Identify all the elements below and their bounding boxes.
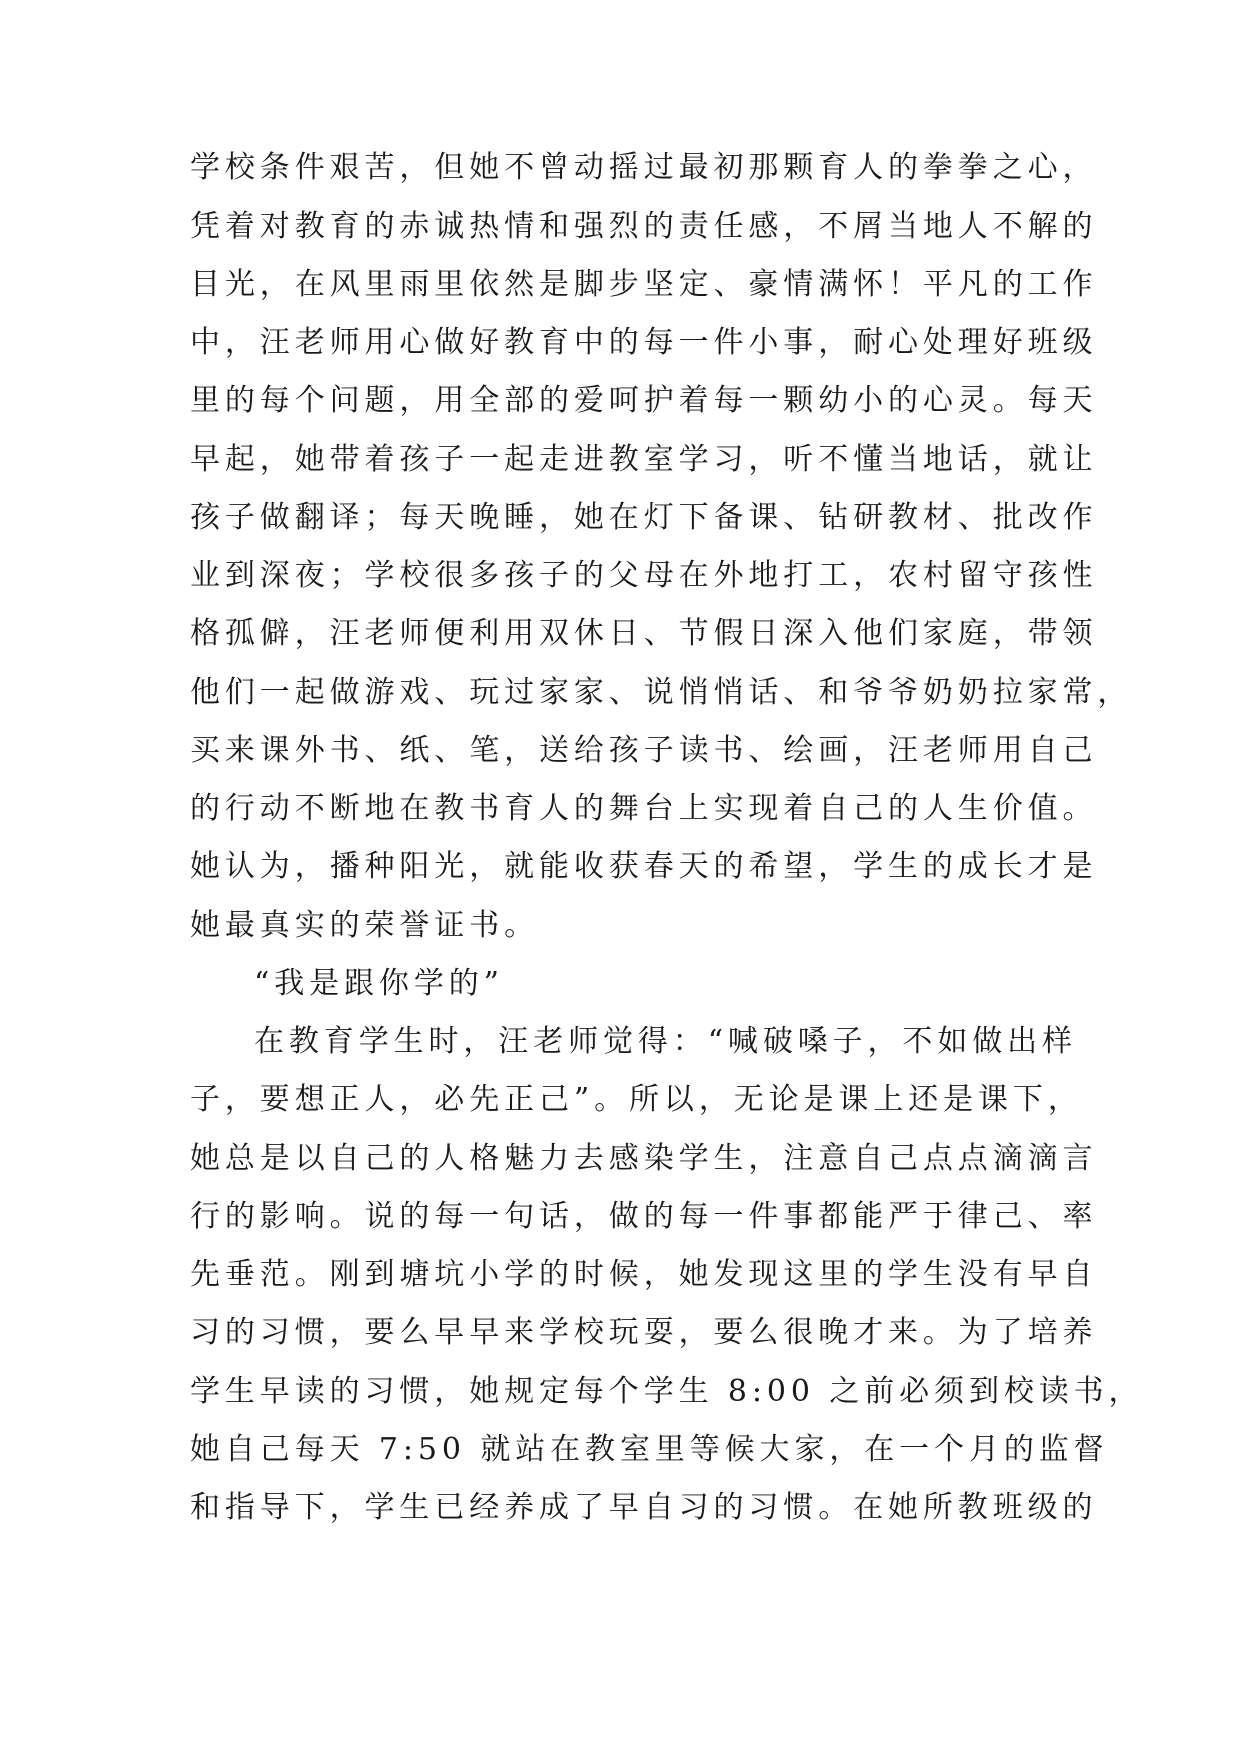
text-line: 早起，她带着孩子一起走进教室学习，听不懂当地话，就让	[190, 442, 1098, 477]
text-line: 习的习惯，要么早早来学校玩耍，要么很晚才来。为了培养	[190, 1315, 1098, 1350]
text-line: 孩子做翻译；每天晚睡，她在灯下备课、钻研教材、批改作	[190, 500, 1098, 535]
text-line: 他们一起做游戏、玩过家家、说悄悄话、和爷爷奶奶拉家常，	[190, 675, 1133, 710]
text-line: 凭着对教育的赤诚热情和强烈的责任感，不屑当地人不解的	[190, 209, 1098, 244]
text-line: 子，要想正人，必先正己”。所以，无论是课上还是课下，	[190, 1082, 1083, 1117]
text-line: 她总是以自己的人格魅力去感染学生，注意自己点点滴滴言	[190, 1141, 1098, 1176]
text-line: 目光，在风里雨里依然是脚步坚定、豪情满怀！平凡的工作	[190, 267, 1098, 302]
text-line: 在教育学生时，汪老师觉得：“喊破嗓子，不如做出样	[254, 1024, 1077, 1059]
text-line: 和指导下，学生已经养成了早自习的习惯。在她所教班级的	[190, 1490, 1098, 1525]
text-line: 行的影响。说的每一句话，做的每一件事都能严于律己、率	[190, 1199, 1098, 1234]
text-line: 格孤僻，汪老师便利用双休日、节假日深入他们家庭，带领	[190, 616, 1098, 651]
text-line: 她认为，播种阳光，就能收获春天的希望，学生的成长才是	[190, 849, 1098, 884]
text-line: 学校条件艰苦，但她不曾动摇过最初那颗育人的拳拳之心，	[190, 150, 1098, 185]
text-line: 她最真实的荣誉证书。	[190, 908, 539, 943]
text-line: 她自己每天 7:50 就站在教室里等候大家，在一个月的监督	[190, 1432, 1109, 1467]
text-line: 业到深夜；学校很多孩子的父母在外地打工，农村留守孩性	[190, 558, 1098, 593]
text-line: 里的每个问题，用全部的爱呵护着每一颗幼小的心灵。每天	[190, 383, 1098, 418]
section-heading: “我是跟你学的”	[254, 966, 504, 1001]
text-line: 的行动不断地在教书育人的舞台上实现着自己的人生价值。	[190, 791, 1098, 826]
text-line: 先垂范。刚到塘坑小学的时候，她发现这里的学生没有早自	[190, 1257, 1098, 1292]
text-line: 学生早读的习惯，她规定每个学生 8:00 之前必须到校读书，	[190, 1374, 1144, 1409]
text-line: 买来课外书、纸、笔，送给孩子读书、绘画，汪老师用自己	[190, 733, 1098, 768]
text-line: 中，汪老师用心做好教育中的每一件小事，耐心处理好班级	[190, 325, 1098, 360]
